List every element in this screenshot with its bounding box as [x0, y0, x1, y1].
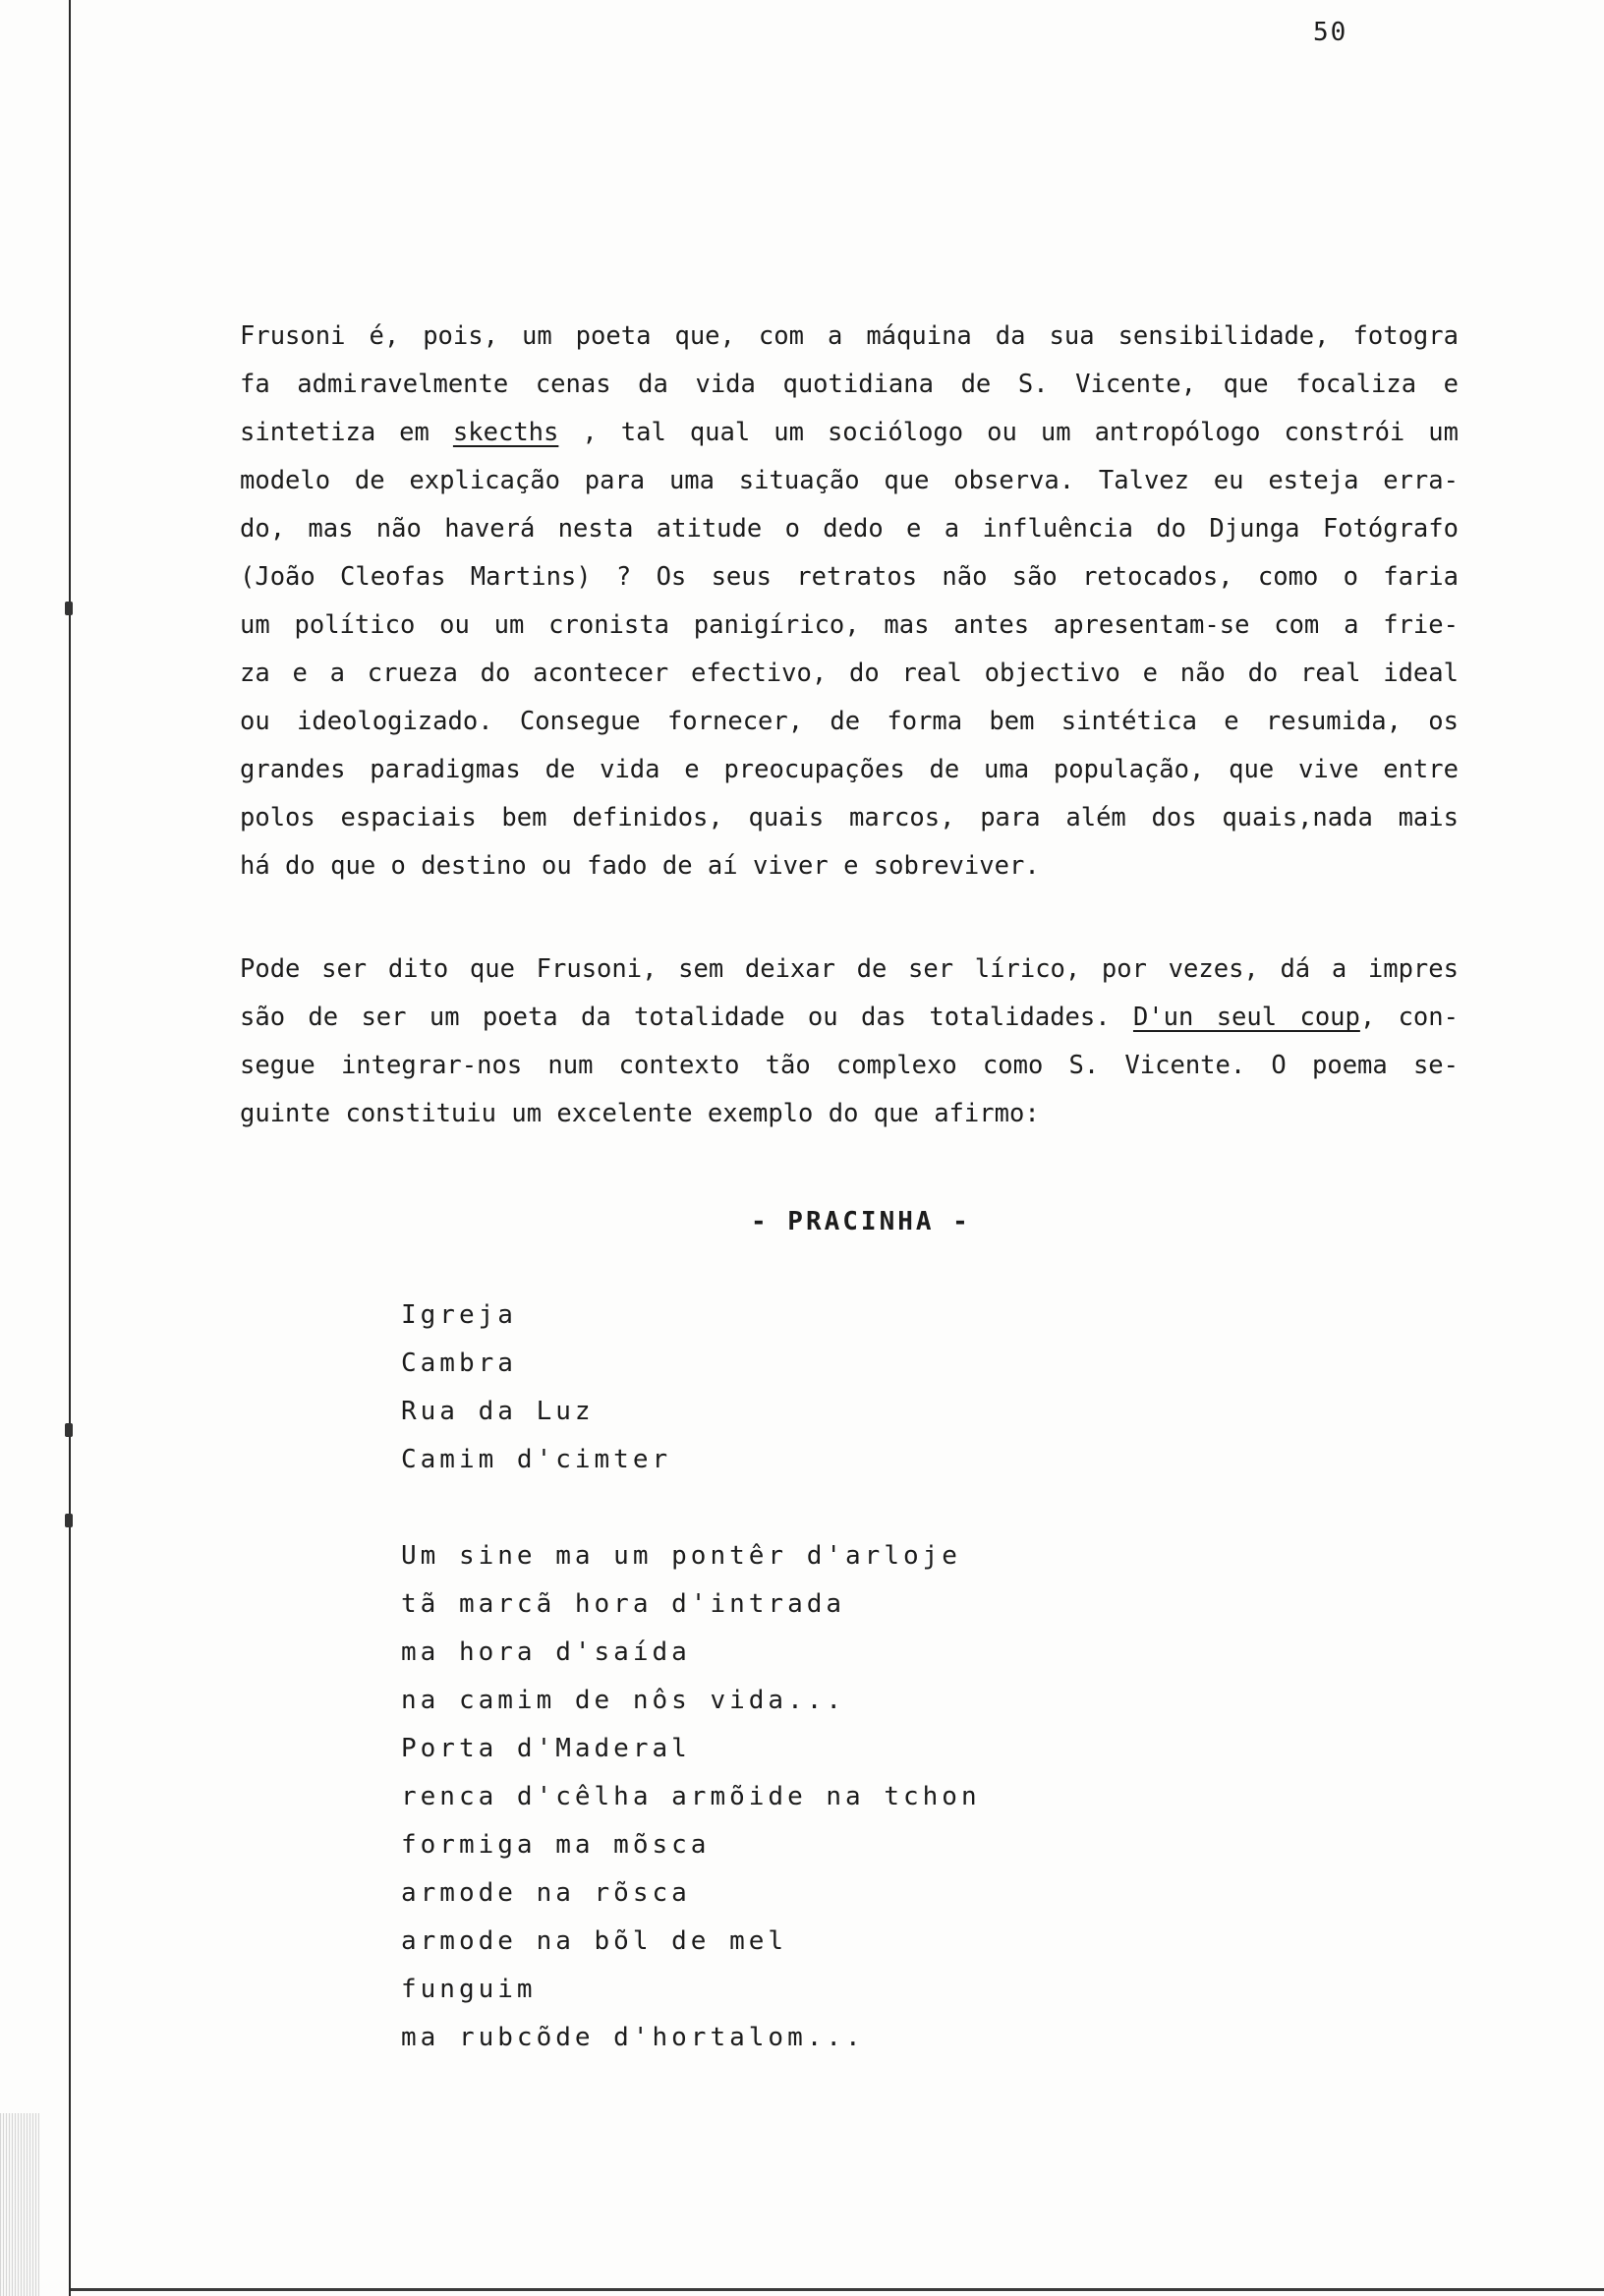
text-segment: são de ser um poeta da totalidade ou das totalidades.	[240, 1003, 1133, 1032]
text-line: há do que o destino ou fado de aí viver e sobreviver.	[240, 851, 1040, 881]
poem-line: formiga ma mõsca	[401, 1830, 711, 1860]
poem-line: Cambra	[401, 1349, 517, 1378]
text-line: fa admiravelmente cenas da vida quotidiana de S. Vicente, que focaliza e	[240, 370, 1459, 399]
text-line: um político ou um cronista panigírico, mas antes apresentam-se com a frie-	[240, 610, 1459, 640]
page-bottom-edge	[71, 2288, 1604, 2291]
poem-line: Porta d'Maderal	[401, 1734, 691, 1763]
text-line	[240, 994, 1459, 1042]
text-line: (João Cleofas Martins) ? Os seus retratos não são retocados, como o faria	[240, 562, 1459, 592]
poem-line: Rua da Luz	[401, 1397, 595, 1426]
punch-mark	[65, 1423, 73, 1437]
paragraph-2	[240, 946, 1459, 1138]
text-segment: sintetiza em	[240, 418, 453, 447]
text-line: za e a crueza do acontecer efectivo, do real objectivo e não do real ideal	[240, 659, 1459, 688]
paragraph-1	[240, 313, 1459, 890]
poem-line: ma rubcõde d'hortalom...	[401, 2023, 865, 2052]
text-segment: , tal qual um sociólogo ou um antropólogo constrói um	[558, 418, 1459, 447]
poem-title: - PRACINHA -	[751, 1207, 971, 1236]
scan-shadow	[0, 2113, 39, 2296]
text-line	[240, 409, 1459, 457]
underlined-phrase: D'un seul coup	[1132, 1003, 1360, 1032]
stanza-break	[401, 1484, 981, 1532]
poem-line: tã marcã hora d'intrada	[401, 1589, 846, 1619]
poem	[401, 1292, 981, 2062]
text-segment: , con-	[1359, 1003, 1459, 1032]
poem-line: Um sine ma um pontêr d'arloje	[401, 1541, 961, 1571]
text-line: ou ideologizado. Consegue fornecer, de forma bem sintética e resumida, os	[240, 707, 1459, 736]
poem-line: armode na bõl de mel	[401, 1926, 788, 1956]
poem-line: funguim	[401, 1975, 537, 2004]
underlined-term: skecths	[452, 418, 559, 447]
poem-line: armode na rõsca	[401, 1878, 691, 1908]
poem-line: na camim de nôs vida...	[401, 1686, 846, 1715]
text-line: guinte constituiu um excelente exemplo do que afirmo:	[240, 1099, 1040, 1128]
punch-mark	[65, 1514, 73, 1527]
binding-edge	[69, 0, 71, 2296]
page-number: 50	[1313, 18, 1348, 47]
poem-line: Camim d'cimter	[401, 1445, 672, 1474]
text-line: Frusoni é, pois, um poeta que, com a máquina da sua sensibilidade, fotogra	[240, 321, 1459, 351]
text-line: do, mas não haverá nesta atitude o dedo e a influência do Djunga Fotógrafo	[240, 514, 1459, 544]
poem-line: renca d'cêlha armõide na tchon	[401, 1782, 981, 1811]
text-line: polos espaciais bem definidos, quais marcos, para além dos quais,nada mais	[240, 803, 1459, 832]
poem-line: Igreja	[401, 1300, 517, 1330]
text-line: grandes paradigmas de vida e preocupações de uma população, que vive entre	[240, 755, 1459, 784]
poem-line: ma hora d'saída	[401, 1637, 691, 1667]
text-line: modelo de explicação para uma situação que observa. Talvez eu esteja erra-	[240, 466, 1459, 495]
punch-mark	[65, 602, 73, 615]
text-line: Pode ser dito que Frusoni, sem deixar de ser lírico, por vezes, dá a impres	[240, 954, 1459, 984]
text-line: segue integrar-nos num contexto tão complexo como S. Vicente. O poema se-	[240, 1051, 1459, 1080]
